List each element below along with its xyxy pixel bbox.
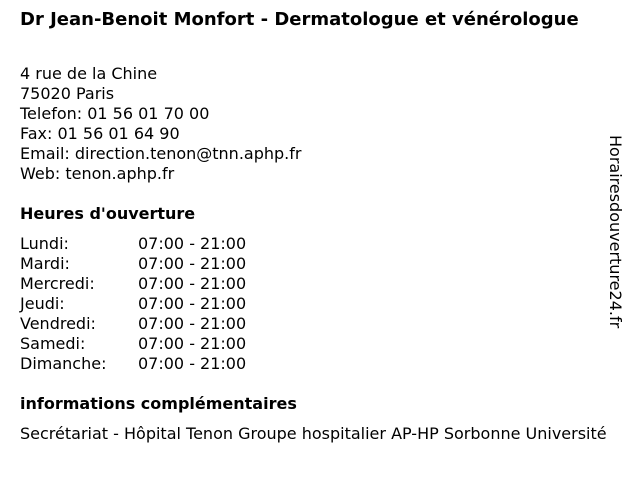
site-watermark: Horairesdouverture24.fr (606, 135, 625, 329)
day-label: Samedi: (20, 334, 86, 353)
additional-info-heading: informations complémentaires (20, 394, 297, 413)
time-range: 07:00 - 21:00 (138, 234, 247, 253)
time-range: 07:00 - 21:00 (138, 314, 247, 333)
day-label: Dimanche: (20, 354, 107, 373)
day-label: Mardi: (20, 254, 70, 273)
fax-number: Fax: 01 56 01 64 90 (20, 124, 180, 143)
phone-number[interactable]: Telefon: 01 56 01 70 00 (20, 104, 210, 123)
address-block (20, 64, 301, 184)
day-label: Mercredi: (20, 274, 95, 293)
email-address[interactable]: Email: direction.tenon@tnn.aphp.fr (20, 144, 302, 163)
time-range: 07:00 - 21:00 (138, 334, 247, 353)
website-link[interactable]: Web: tenon.aphp.fr (20, 164, 175, 183)
page-title: Dr Jean-Benoit Monfort - Dermatologue et vénérologue (20, 9, 579, 30)
opening-hours-heading: Heures d'ouverture (20, 204, 196, 223)
additional-info-text: Secrétariat - Hôpital Tenon Groupe hospitalier AP-HP Sorbonne Université (20, 424, 607, 443)
time-range: 07:00 - 21:00 (138, 254, 247, 273)
day-label: Jeudi: (20, 294, 65, 313)
street-address: 4 rue de la Chine (20, 64, 158, 83)
time-range: 07:00 - 21:00 (138, 354, 247, 373)
time-range: 07:00 - 21:00 (138, 274, 247, 293)
day-label: Lundi: (20, 234, 69, 253)
city-postal-code: 75020 Paris (20, 84, 115, 103)
time-range: 07:00 - 21:00 (138, 294, 247, 313)
day-label: Vendredi: (20, 314, 96, 333)
